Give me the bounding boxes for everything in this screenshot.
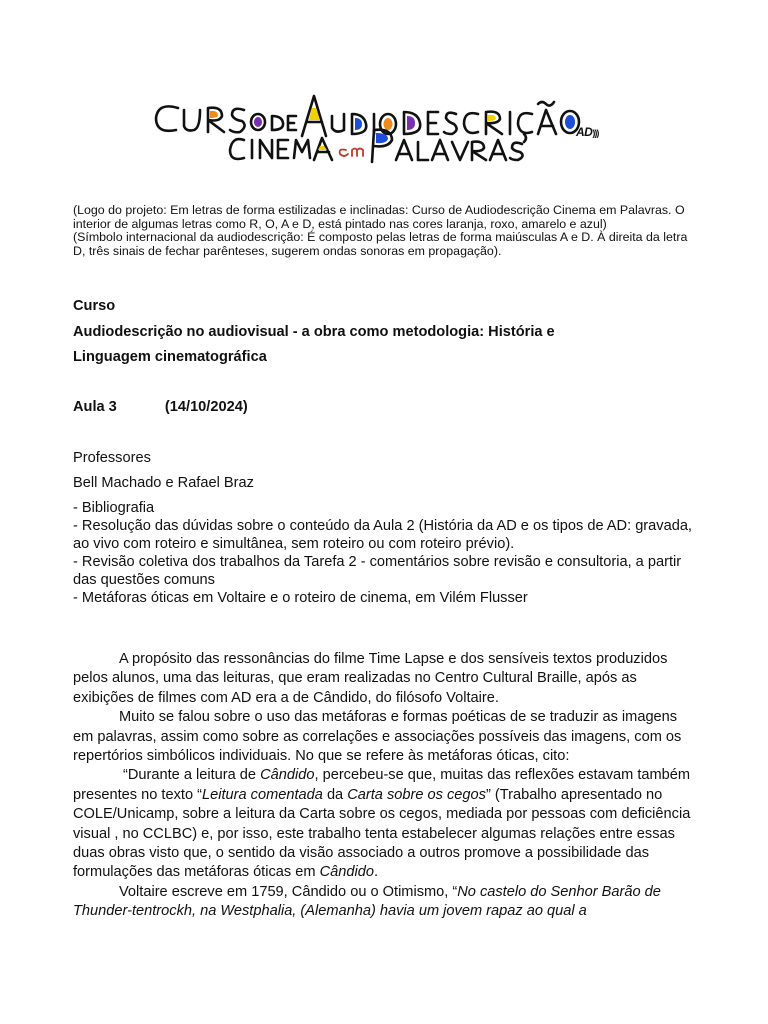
- audio-description-symbol-icon: [576, 125, 598, 139]
- quote-text: ” (Trabalho apresentado no COLE/Unicamp, sobre a leitura da Carta sobre os cegos, mediada por pessoas com deficiência visual , no CCLBC) e, por isso, este trabalho tenta estabelecer algumas relações entre essas duas obras visto que, o sentido da visão associado a outros promove a possibilidade das formulações das metáforas óticas em: [73, 786, 691, 881]
- quote-italic: Cândido: [319, 864, 374, 881]
- course-title-line2: Linguagem cinematográfica: [73, 349, 267, 365]
- quote-text: da: [322, 786, 348, 803]
- professors-names: Bell Machado e Rafael Braz: [73, 475, 254, 491]
- logo-description: [73, 204, 695, 258]
- logo-description-line1: (Logo do projeto: Em letras de forma estilizadas e inclinadas: Curso de Audiodescrição Cinema em Palavras. O interior de algumas letras como R, O, A e D, está pintado nas cores laranja, roxo, amarelo e azul): [73, 203, 685, 231]
- list-item: - Bibliografia: [73, 500, 155, 516]
- quote-italic: Leitura comentada: [202, 786, 323, 803]
- topic-list: [73, 499, 698, 607]
- logo-description-line2: (Símbolo internacional da audiodescrição: É composto pelas letras de forma maiúsculas A e D. À direita da letra D, três sinais de fechar parênteses, sugerem ondas sonoras em propagação).: [73, 230, 688, 258]
- paragraph-2: [73, 708, 698, 766]
- quote-text: , percebeu-se que, muitas das reflexões estavam também presentes no texto “: [73, 767, 691, 803]
- list-item: - Metáforas óticas em Voltaire e o roteiro de cinema, em Vilém Flusser: [73, 590, 528, 606]
- course-label: Curso: [73, 298, 116, 314]
- list-item: - Revisão coletiva dos trabalhos da Tarefa 2 - comentários sobre revisão e consultoria, a partir das questões comuns: [73, 554, 682, 588]
- body-text: [73, 650, 698, 922]
- lesson-label: Aula 3: [73, 399, 117, 415]
- ad-sound-waves: ))): [592, 128, 599, 138]
- quote-text: .: [373, 864, 379, 881]
- quote-text: “Durante a leitura de: [123, 767, 261, 784]
- quote-italic: Carta sobre os cegos: [347, 786, 486, 803]
- list-item: - Resolução das dúvidas sobre o conteúdo da Aula 2 (História da AD e os tipos de AD: gravada, ao vivo com roteiro e simultânea, sem roteiro ou com roteiro prévio).: [73, 518, 692, 552]
- paragraph-4-text: Voltaire escreve em 1759, Cândido ou o Otimismo, “: [119, 883, 458, 900]
- lesson-date: (14/10/2024): [164, 399, 248, 415]
- course-title-line1: Audiodescrição no audiovisual - a obra como metodologia: História e: [73, 324, 555, 340]
- professors-label: Professores: [73, 450, 151, 466]
- paragraph-1-text: A propósito das ressonâncias do filme Time Lapse e dos sensíveis textos produzidos pelos alunos, uma das leituras, que eram realizadas no Centro Cultural Braille, após as exibições de filmes com AD era a de Cândido, do filósofo Voltaire.: [73, 651, 668, 706]
- paragraph-2-text: Muito se falou sobre o uso das metáforas e formas poéticas de se traduzir as imagens em palavras, assim como sobre as correlações e associações possíveis das imagens, com os repertórios simbólicos individuais. No que se refere às metáforas óticas, cito:: [73, 709, 682, 765]
- paragraph-4-italic: No castelo do Senhor Barão de Thunder-tentrockh, na Westphalia, (Alemanha) havia um jovem rapaz ao qual a: [73, 883, 661, 920]
- paragraph-1: [73, 650, 698, 708]
- paragraph-4: [73, 883, 698, 922]
- ad-letters: AD: [576, 125, 593, 139]
- project-logo: [150, 88, 630, 168]
- logo-lettering-icon: [150, 88, 630, 168]
- lesson-heading: [73, 398, 698, 417]
- quote-italic: Cândido: [260, 767, 315, 784]
- quote-paragraph: [73, 766, 698, 882]
